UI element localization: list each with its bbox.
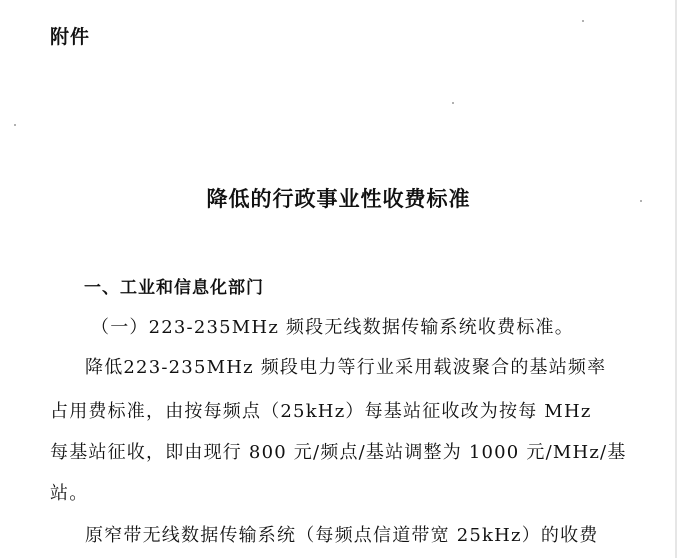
section-heading: 一、工业和信息化部门 <box>84 278 264 298</box>
paragraph-line: 降低223-235MHz 频段电力等行业采用载波聚合的基站频率 <box>85 357 607 378</box>
scan-speck <box>582 20 584 22</box>
document-title: 降低的行政事业性收费标准 <box>206 187 471 211</box>
scan-speck <box>640 200 642 202</box>
annex-label: 附件 <box>50 26 91 48</box>
paragraph-line: 每基站征收，即由现行 800 元/频点/基站调整为 1000 元/MHz/基 <box>50 442 627 463</box>
scan-speck <box>14 124 16 126</box>
paragraph-line: 站。 <box>50 483 89 504</box>
scan-speck <box>452 102 454 104</box>
subsection-heading: （一）223-235MHz 频段无线数据传输系统收费标准。 <box>91 317 574 338</box>
paragraph-line: 占用费标准，由按每频点（25kHz）每基站征收改为按每 MHz <box>50 401 592 422</box>
paragraph-line: 原窄带无线数据传输系统（每频点信道带宽 25kHz）的收费 <box>85 525 599 546</box>
